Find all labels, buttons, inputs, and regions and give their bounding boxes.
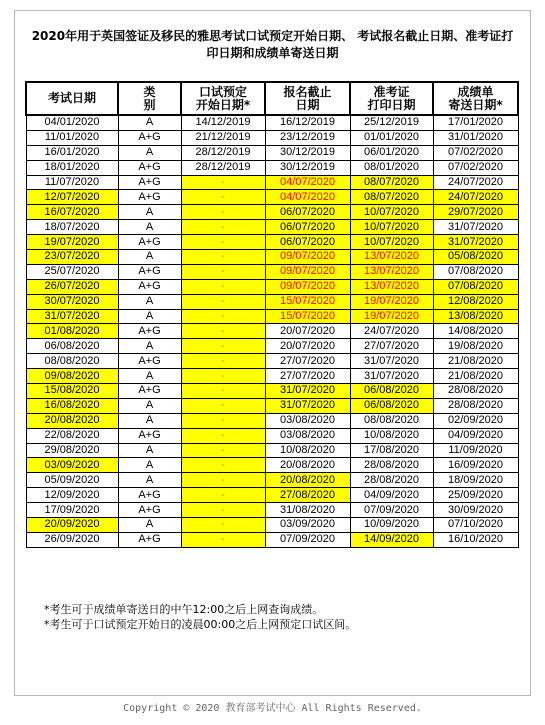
table-row <box>26 384 518 399</box>
table-row <box>26 279 518 294</box>
cell-exam-date: 08/08/2020 <box>26 354 118 369</box>
cell-result-send-date: 18/09/2020 <box>433 473 518 488</box>
cell-admission-print-date: 08/07/2020 <box>350 175 433 190</box>
cell-category: A <box>118 115 181 130</box>
footnotes <box>44 602 356 632</box>
cell-exam-date: 09/08/2020 <box>26 369 118 384</box>
table-row <box>26 503 518 518</box>
page-title <box>24 28 521 62</box>
cell-speaking-booking-start: - <box>181 235 265 250</box>
cell-admission-print-date: 07/09/2020 <box>350 503 433 518</box>
cell-category: A <box>118 205 181 220</box>
table-row <box>26 250 518 265</box>
cell-category: A <box>118 458 181 473</box>
cell-admission-print-date: 25/12/2019 <box>350 115 433 130</box>
cell-category: A+G <box>118 160 181 175</box>
cell-exam-date: 01/08/2020 <box>26 324 118 339</box>
table-header-row <box>26 82 518 115</box>
table-row <box>26 264 518 279</box>
table-row <box>26 130 518 145</box>
cell-result-send-date: 16/10/2020 <box>433 532 518 547</box>
cell-registration-deadline: 04/07/2020 <box>265 190 350 205</box>
cell-admission-print-date: 28/08/2020 <box>350 458 433 473</box>
cell-speaking-booking-start: 28/12/2019 <box>181 160 265 175</box>
cell-category: A+G <box>118 175 181 190</box>
cell-speaking-booking-start: - <box>181 279 265 294</box>
footnote-speaking-booking: *考生可于口试预定开始日的凌晨00:00之后上网预定口试区间。 <box>44 618 357 631</box>
cell-registration-deadline: 20/08/2020 <box>265 473 350 488</box>
cell-result-send-date: 30/09/2020 <box>433 503 518 518</box>
cell-exam-date: 16/01/2020 <box>26 145 118 160</box>
header-speaking-booking-start: 口试预定 开始日期* <box>181 82 265 115</box>
table-row <box>26 398 518 413</box>
table-row <box>26 324 518 339</box>
cell-category: A+G <box>118 354 181 369</box>
cell-speaking-booking-start: - <box>181 309 265 324</box>
table-row <box>26 413 518 428</box>
cell-speaking-booking-start: - <box>181 532 265 547</box>
cell-category: A <box>118 369 181 384</box>
cell-registration-deadline: 27/08/2020 <box>265 488 350 503</box>
cell-registration-deadline: 10/08/2020 <box>265 443 350 458</box>
cell-speaking-booking-start: - <box>181 473 265 488</box>
cell-admission-print-date: 10/08/2020 <box>350 428 433 443</box>
cell-exam-date: 23/07/2020 <box>26 250 118 265</box>
cell-registration-deadline: 27/07/2020 <box>265 354 350 369</box>
cell-speaking-booking-start: - <box>181 413 265 428</box>
cell-exam-date: 19/07/2020 <box>26 235 118 250</box>
cell-result-send-date: 07/10/2020 <box>433 518 518 533</box>
cell-speaking-booking-start: 14/12/2019 <box>181 115 265 130</box>
cell-result-send-date: 12/08/2020 <box>433 294 518 309</box>
cell-exam-date: 20/09/2020 <box>26 518 118 533</box>
cell-registration-deadline: 31/08/2020 <box>265 503 350 518</box>
cell-result-send-date: 31/07/2020 <box>433 220 518 235</box>
cell-exam-date: 25/07/2020 <box>26 264 118 279</box>
cell-exam-date: 26/07/2020 <box>26 279 118 294</box>
cell-result-send-date: 07/08/2020 <box>433 279 518 294</box>
cell-exam-date: 18/01/2020 <box>26 160 118 175</box>
cell-registration-deadline: 09/07/2020 <box>265 279 350 294</box>
cell-exam-date: 11/07/2020 <box>26 175 118 190</box>
cell-exam-date: 22/08/2020 <box>26 428 118 443</box>
cell-registration-deadline: 20/08/2020 <box>265 458 350 473</box>
header-admission-print-date: 准考证 打印日期 <box>350 82 433 115</box>
cell-admission-print-date: 17/08/2020 <box>350 443 433 458</box>
cell-registration-deadline: 20/07/2020 <box>265 324 350 339</box>
cell-exam-date: 18/07/2020 <box>26 220 118 235</box>
cell-category: A <box>118 443 181 458</box>
table-row <box>26 309 518 324</box>
cell-result-send-date: 05/08/2020 <box>433 250 518 265</box>
cell-category: A <box>118 250 181 265</box>
cell-speaking-booking-start: - <box>181 175 265 190</box>
table-body <box>26 115 518 547</box>
cell-category: A <box>118 473 181 488</box>
cell-admission-print-date: 10/09/2020 <box>350 518 433 533</box>
header-registration-deadline: 报名截止 日期 <box>265 82 350 115</box>
cell-category: A <box>118 398 181 413</box>
cell-exam-date: 12/09/2020 <box>26 488 118 503</box>
cell-registration-deadline: 20/07/2020 <box>265 339 350 354</box>
cell-exam-date: 26/09/2020 <box>26 532 118 547</box>
cell-result-send-date: 21/08/2020 <box>433 369 518 384</box>
cell-admission-print-date: 27/07/2020 <box>350 339 433 354</box>
cell-result-send-date: 28/08/2020 <box>433 384 518 399</box>
cell-registration-deadline: 06/07/2020 <box>265 205 350 220</box>
table-row <box>26 458 518 473</box>
table-row <box>26 488 518 503</box>
table-row <box>26 175 518 190</box>
cell-admission-print-date: 10/07/2020 <box>350 205 433 220</box>
cell-speaking-booking-start: - <box>181 294 265 309</box>
cell-admission-print-date: 08/01/2020 <box>350 160 433 175</box>
cell-speaking-booking-start: 28/12/2019 <box>181 145 265 160</box>
cell-result-send-date: 11/09/2020 <box>433 443 518 458</box>
cell-result-send-date: 07/08/2020 <box>433 264 518 279</box>
cell-result-send-date: 24/07/2020 <box>433 175 518 190</box>
cell-admission-print-date: 13/07/2020 <box>350 264 433 279</box>
cell-category: A+G <box>118 428 181 443</box>
cell-exam-date: 31/07/2020 <box>26 309 118 324</box>
cell-result-send-date: 17/01/2020 <box>433 115 518 130</box>
cell-registration-deadline: 27/07/2020 <box>265 369 350 384</box>
cell-category: A+G <box>118 324 181 339</box>
cell-category: A+G <box>118 130 181 145</box>
cell-admission-print-date: 19/07/2020 <box>350 309 433 324</box>
cell-speaking-booking-start: - <box>181 384 265 399</box>
cell-admission-print-date: 13/07/2020 <box>350 250 433 265</box>
cell-speaking-booking-start: - <box>181 250 265 265</box>
cell-admission-print-date: 28/08/2020 <box>350 473 433 488</box>
table-row <box>26 473 518 488</box>
cell-registration-deadline: 03/08/2020 <box>265 428 350 443</box>
cell-result-send-date: 13/08/2020 <box>433 309 518 324</box>
cell-result-send-date: 16/09/2020 <box>433 458 518 473</box>
cell-speaking-booking-start: - <box>181 190 265 205</box>
cell-registration-deadline: 30/12/2019 <box>265 160 350 175</box>
table-row <box>26 145 518 160</box>
cell-category: A+G <box>118 384 181 399</box>
cell-exam-date: 15/08/2020 <box>26 384 118 399</box>
cell-admission-print-date: 31/07/2020 <box>350 354 433 369</box>
cell-result-send-date: 25/09/2020 <box>433 488 518 503</box>
cell-speaking-booking-start: - <box>181 428 265 443</box>
cell-result-send-date: 31/01/2020 <box>433 130 518 145</box>
table-row <box>26 190 518 205</box>
cell-registration-deadline: 09/07/2020 <box>265 264 350 279</box>
title-line-2: 印日期和成绩单寄送日期 <box>206 46 339 60</box>
cell-category: A+G <box>118 235 181 250</box>
table-row <box>26 518 518 533</box>
table-row <box>26 532 518 547</box>
cell-result-send-date: 02/09/2020 <box>433 413 518 428</box>
cell-category: A+G <box>118 503 181 518</box>
cell-result-send-date: 28/08/2020 <box>433 398 518 413</box>
cell-speaking-booking-start: - <box>181 264 265 279</box>
cell-result-send-date: 31/07/2020 <box>433 235 518 250</box>
cell-exam-date: 17/09/2020 <box>26 503 118 518</box>
header-result-send-date: 成绩单 寄送日期* <box>433 82 518 115</box>
cell-category: A <box>118 294 181 309</box>
cell-registration-deadline: 09/07/2020 <box>265 250 350 265</box>
table-row <box>26 354 518 369</box>
cell-admission-print-date: 10/07/2020 <box>350 235 433 250</box>
cell-admission-print-date: 06/08/2020 <box>350 398 433 413</box>
cell-admission-print-date: 14/09/2020 <box>350 532 433 547</box>
cell-speaking-booking-start: - <box>181 443 265 458</box>
cell-speaking-booking-start: - <box>181 339 265 354</box>
cell-registration-deadline: 04/07/2020 <box>265 175 350 190</box>
cell-registration-deadline: 06/07/2020 <box>265 235 350 250</box>
cell-category: A <box>118 413 181 428</box>
title-line-1: 2020年用于英国签证及移民的雅思考试口试预定开始日期、 考试报名截止日期、准考证打 <box>31 29 514 43</box>
cell-admission-print-date: 06/01/2020 <box>350 145 433 160</box>
cell-result-send-date: 29/07/2020 <box>433 205 518 220</box>
cell-result-send-date: 07/02/2020 <box>433 160 518 175</box>
cell-registration-deadline: 06/07/2020 <box>265 220 350 235</box>
header-category: 类 别 <box>118 82 181 115</box>
table-row <box>26 294 518 309</box>
cell-speaking-booking-start: - <box>181 354 265 369</box>
table-row <box>26 220 518 235</box>
cell-speaking-booking-start: - <box>181 458 265 473</box>
cell-admission-print-date: 06/08/2020 <box>350 384 433 399</box>
table-row <box>26 369 518 384</box>
cell-admission-print-date: 13/07/2020 <box>350 279 433 294</box>
cell-category: A+G <box>118 488 181 503</box>
cell-exam-date: 16/07/2020 <box>26 205 118 220</box>
cell-exam-date: 20/08/2020 <box>26 413 118 428</box>
cell-registration-deadline: 15/07/2020 <box>265 309 350 324</box>
cell-admission-print-date: 08/08/2020 <box>350 413 433 428</box>
exam-schedule-table <box>25 81 519 548</box>
table-row <box>26 160 518 175</box>
cell-speaking-booking-start: - <box>181 369 265 384</box>
cell-result-send-date: 21/08/2020 <box>433 354 518 369</box>
cell-result-send-date: 04/09/2020 <box>433 428 518 443</box>
cell-admission-print-date: 04/09/2020 <box>350 488 433 503</box>
header-exam-date: 考试日期 <box>26 82 118 115</box>
cell-exam-date: 12/07/2020 <box>26 190 118 205</box>
cell-admission-print-date: 08/07/2020 <box>350 190 433 205</box>
cell-result-send-date: 07/02/2020 <box>433 145 518 160</box>
footnote-result-query: *考生可于成绩单寄送日的中午12:00之后上网查询成绩。 <box>44 603 324 616</box>
cell-registration-deadline: 03/09/2020 <box>265 518 350 533</box>
table-row <box>26 443 518 458</box>
cell-exam-date: 11/01/2020 <box>26 130 118 145</box>
cell-exam-date: 16/08/2020 <box>26 398 118 413</box>
cell-category: A <box>118 339 181 354</box>
cell-speaking-booking-start: - <box>181 398 265 413</box>
cell-admission-print-date: 10/07/2020 <box>350 220 433 235</box>
cell-admission-print-date: 19/07/2020 <box>350 294 433 309</box>
cell-result-send-date: 19/08/2020 <box>433 339 518 354</box>
cell-category: A <box>118 518 181 533</box>
cell-category: A <box>118 220 181 235</box>
cell-admission-print-date: 24/07/2020 <box>350 324 433 339</box>
cell-result-send-date: 24/07/2020 <box>433 190 518 205</box>
table-row <box>26 115 518 130</box>
cell-exam-date: 30/07/2020 <box>26 294 118 309</box>
cell-registration-deadline: 31/07/2020 <box>265 384 350 399</box>
cell-category: A+G <box>118 264 181 279</box>
cell-category: A <box>118 145 181 160</box>
cell-result-send-date: 14/08/2020 <box>433 324 518 339</box>
cell-category: A+G <box>118 190 181 205</box>
cell-speaking-booking-start: - <box>181 503 265 518</box>
cell-speaking-booking-start: - <box>181 324 265 339</box>
cell-exam-date: 06/08/2020 <box>26 339 118 354</box>
cell-category: A+G <box>118 532 181 547</box>
cell-admission-print-date: 01/01/2020 <box>350 130 433 145</box>
cell-admission-print-date: 31/07/2020 <box>350 369 433 384</box>
copyright-footer: Copyright © 2020 教育部考试中心 All Rights Reserved. <box>123 703 422 714</box>
cell-registration-deadline: 15/07/2020 <box>265 294 350 309</box>
cell-speaking-booking-start: 21/12/2019 <box>181 130 265 145</box>
cell-registration-deadline: 23/12/2019 <box>265 130 350 145</box>
cell-exam-date: 29/08/2020 <box>26 443 118 458</box>
cell-speaking-booking-start: - <box>181 518 265 533</box>
cell-exam-date: 05/09/2020 <box>26 473 118 488</box>
cell-registration-deadline: 03/08/2020 <box>265 413 350 428</box>
cell-registration-deadline: 31/07/2020 <box>265 398 350 413</box>
cell-exam-date: 04/01/2020 <box>26 115 118 130</box>
cell-category: A+G <box>118 279 181 294</box>
cell-speaking-booking-start: - <box>181 220 265 235</box>
cell-speaking-booking-start: - <box>181 488 265 503</box>
table-row <box>26 339 518 354</box>
cell-registration-deadline: 16/12/2019 <box>265 115 350 130</box>
cell-speaking-booking-start: - <box>181 205 265 220</box>
cell-registration-deadline: 07/09/2020 <box>265 532 350 547</box>
table-row <box>26 205 518 220</box>
table-row <box>26 235 518 250</box>
table-row <box>26 428 518 443</box>
cell-category: A <box>118 309 181 324</box>
cell-exam-date: 03/09/2020 <box>26 458 118 473</box>
cell-registration-deadline: 30/12/2019 <box>265 145 350 160</box>
